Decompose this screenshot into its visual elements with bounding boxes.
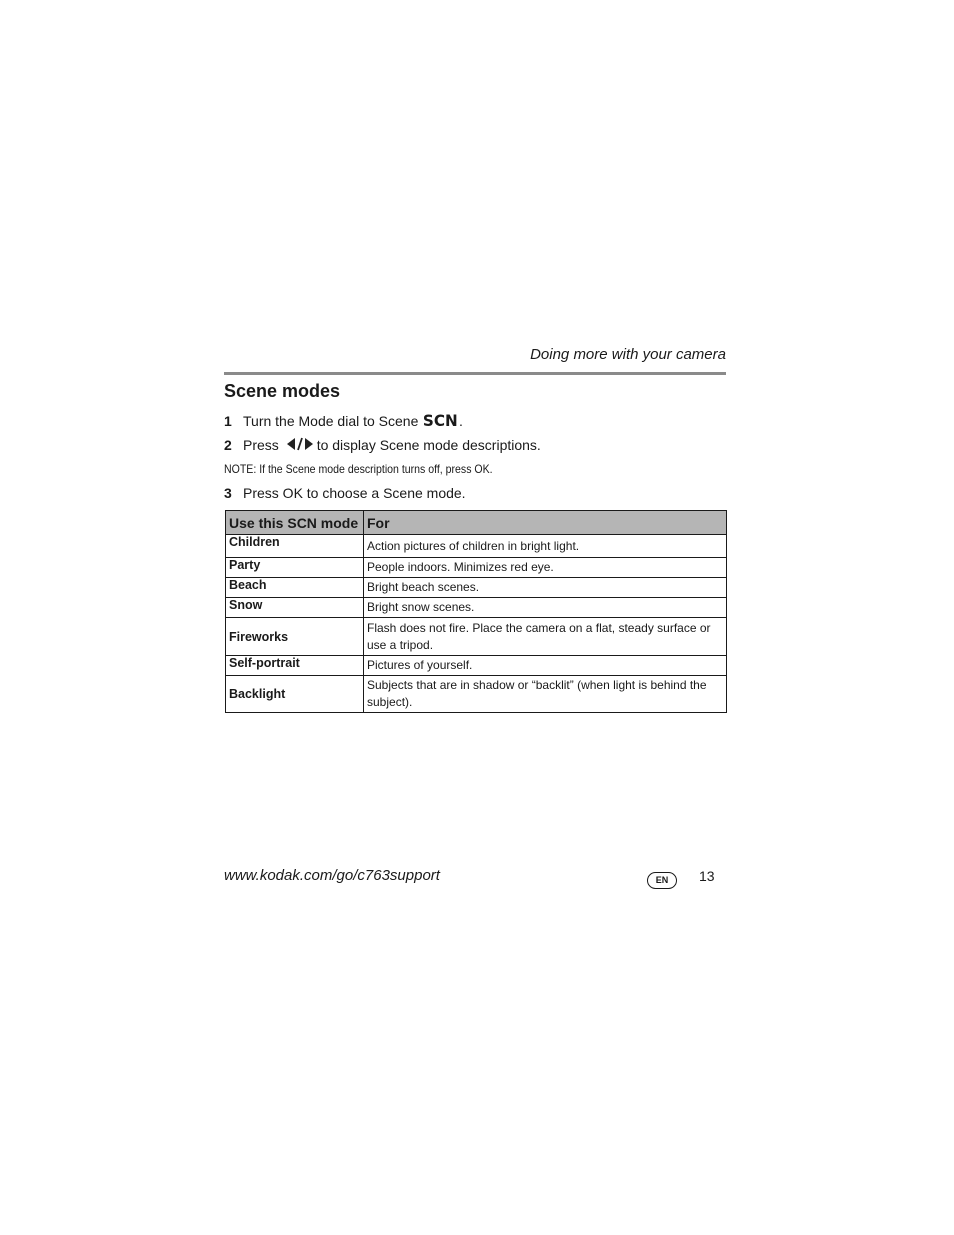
column-header-mode: Use this SCN mode (226, 511, 364, 535)
section-title: Scene modes (224, 381, 341, 401)
mode-cell: Snow (226, 598, 364, 618)
scene-modes-table (225, 510, 727, 713)
step-text: Press (243, 437, 279, 454)
table-row (226, 535, 727, 558)
table-row (226, 618, 727, 656)
description-cell: Subjects that are in shadow or “backlit” (when light is behind the subject). (364, 676, 727, 713)
description-cell: Pictures of yourself. (364, 656, 727, 676)
description-cell: Flash does not fire. Place the camera on a flat, steady surface or use a tripod. (364, 618, 727, 656)
mode-cell: Self-portrait (226, 656, 364, 676)
mode-cell: Children (226, 535, 364, 558)
mode-cell: Fireworks (226, 618, 364, 656)
language-badge: EN (647, 872, 677, 889)
left-right-arrows-icon (287, 437, 313, 454)
description-cell: People indoors. Minimizes red eye. (364, 558, 727, 578)
step-1 (224, 411, 463, 430)
step-number: 1 (224, 413, 232, 429)
support-url: www.kodak.com/go/c763support (224, 867, 440, 884)
step-2 (224, 437, 541, 456)
step-text-end: . (459, 413, 463, 429)
scn-icon: SCN (423, 411, 459, 430)
running-header: Doing more with your camera (530, 346, 726, 363)
note-text: NOTE: If the Scene mode description turns off, press OK. (224, 462, 493, 476)
step-text: Press OK to choose a Scene mode. (243, 485, 466, 501)
page-number: 13 (699, 868, 715, 884)
mode-cell: Backlight (226, 676, 364, 713)
column-header-for: For (364, 511, 727, 535)
step-text: Turn the Mode dial to Scene (243, 413, 419, 429)
header-rule (224, 372, 726, 375)
mode-cell: Party (226, 558, 364, 578)
step-number: 2 (224, 437, 232, 454)
table-header-row (226, 511, 727, 535)
table-row (226, 578, 727, 598)
mode-cell: Beach (226, 578, 364, 598)
description-cell: Action pictures of children in bright light. (364, 535, 727, 558)
step-3 (224, 485, 466, 501)
description-cell: Bright beach scenes. (364, 578, 727, 598)
table-row (226, 558, 727, 578)
table-row (226, 676, 727, 713)
description-cell: Bright snow scenes. (364, 598, 727, 618)
step-number: 3 (224, 485, 232, 501)
table-row (226, 598, 727, 618)
table-row (226, 656, 727, 676)
step-text-end: to display Scene mode descriptions. (316, 437, 541, 454)
